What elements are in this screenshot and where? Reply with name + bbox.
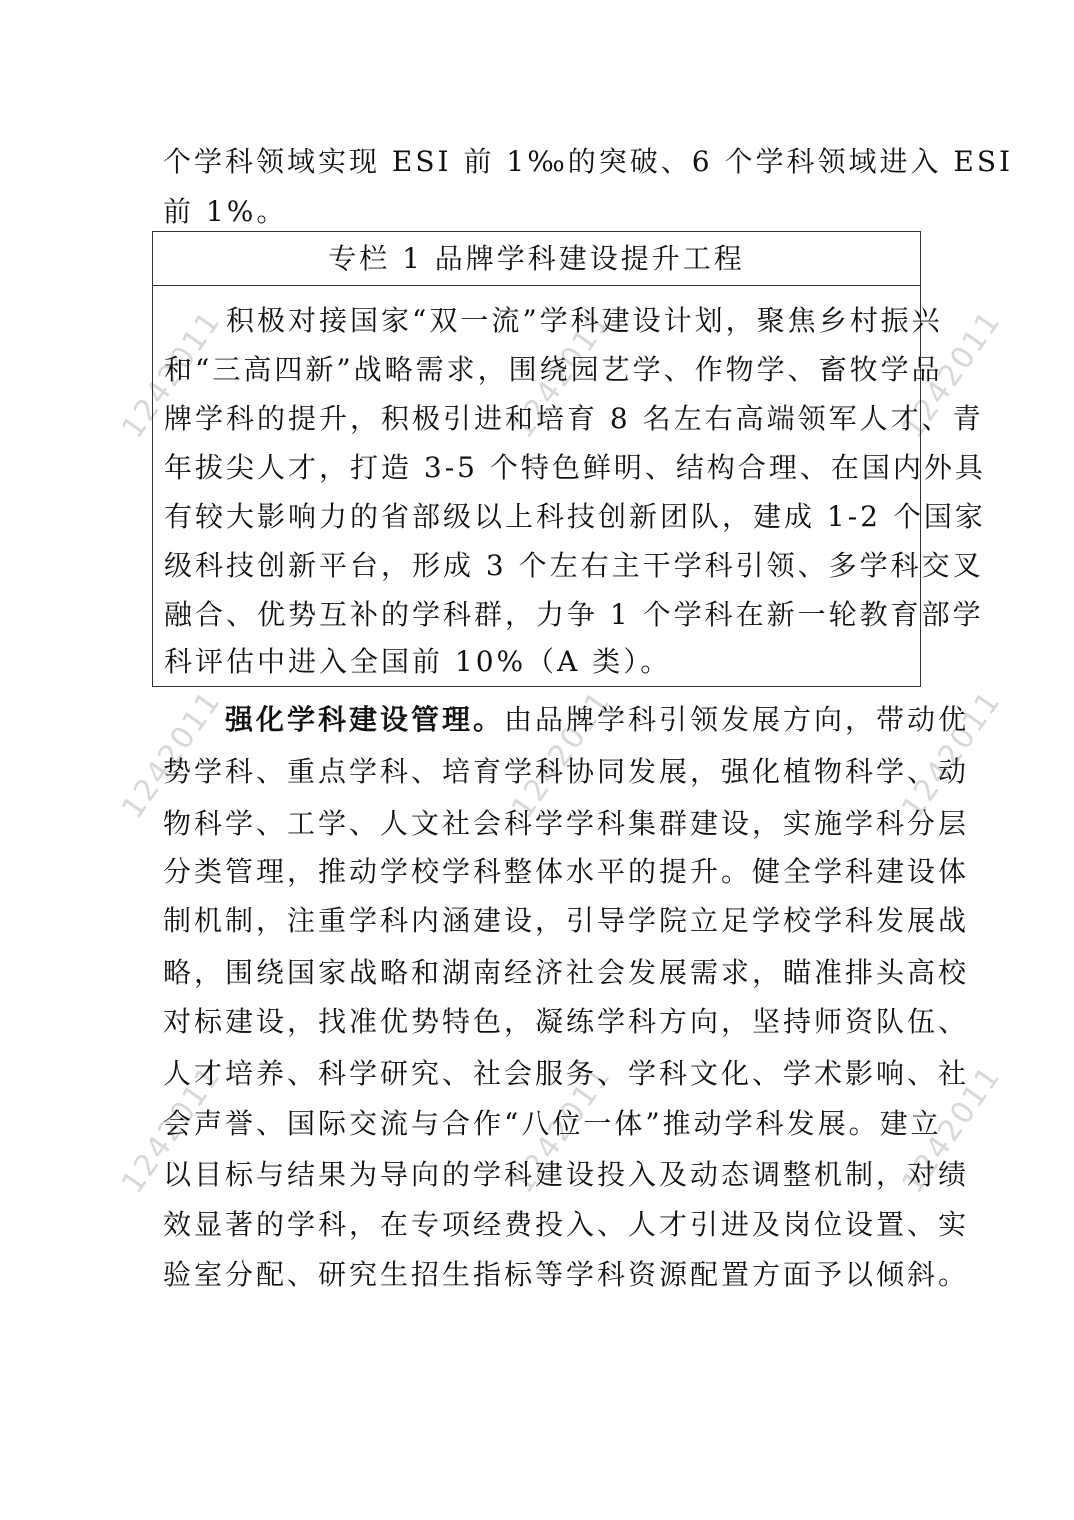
column-box-line: 有较大影响力的省部级以上科技创新团队，建成 1-2 个国家 [164,500,986,533]
watermark: 1242011 [895,1059,1009,1201]
section-line: 物科学、工学、人文社会科学学科集群建设，实施学科分层 [163,807,970,840]
column-box-line: 级科技创新平台，形成 3 个左右主干学科引领、多学科交叉 [164,549,984,582]
section-line: 对标建设，找准优势特色，凝练学科方向，坚持师资队伍、 [163,1005,970,1038]
watermark: 1242011 [115,1059,229,1201]
column-box-line: 和“三高四新”战略需求，围绕园艺学、作物学、畜牧学品 [164,353,943,386]
column-box-line: 融合、优势互补的学科群，力争 1 个学科在新一轮教育部学 [164,598,984,631]
watermark: 1242011 [895,684,1009,826]
section-first-line-rest: 由品牌学科引领发展方向，带动优 [504,703,970,736]
watermark: 1242011 [505,684,619,826]
section-line: 分类管理，推动学校学科整体水平的提升。健全学科建设体 [163,855,970,888]
section-line: 以目标与结果为导向的学科建设投入及动态调整机制，对绩 [163,1158,970,1191]
section-lead: 强化学科建设管理。 [225,703,505,736]
section-line: 势学科、重点学科、培育学科协同发展，强化植物科学、动 [163,755,970,788]
intro-line: 个学科领域实现 ESI 前 1‰的突破、6 个学科领域进入 ESI [163,145,1014,178]
section-line: 人才培养、科学研究、社会服务、学科文化、学术影响、社 [163,1057,970,1090]
watermark: 1242011 [895,304,1009,446]
column-box-line: 年拔尖人才，打造 3-5 个特色鲜明、结构合理、在国内外具 [164,451,986,484]
section-line: 会声誉、国际交流与合作“八位一体”推动学科发展。建立 [163,1107,942,1140]
intro-line: 前 1%。 [163,195,288,228]
column-box-title: 专栏 1 品牌学科建设提升工程 [153,232,920,286]
column-box-line: 牌学科的提升，积极引进和培育 8 名左右高端领军人才、青 [164,402,984,435]
watermark: 1242011 [115,684,229,826]
section-line: 效显著的学科，在专项经费投入、人才引进及岗位设置、实 [163,1208,970,1241]
section-first-line [163,694,970,746]
watermark: 1242011 [505,304,619,446]
column-box-line: 科评估中进入全国前 10%（A 类）。 [164,645,672,678]
section-line: 略，围绕国家战略和湖南经济社会发展需求，瞄准排头高校 [163,956,970,989]
watermark: 1242011 [115,304,229,446]
section-line: 制机制，注重学科内涵建设，引导学院立足学校学科发展战 [163,904,970,937]
column-box-line: 积极对接国家“双一流”学科建设计划，聚焦乡村振兴 [164,304,943,337]
section-line: 验室分配、研究生招生指标等学科资源配置方面予以倾斜。 [163,1258,970,1291]
watermark: 1242011 [505,1059,619,1201]
